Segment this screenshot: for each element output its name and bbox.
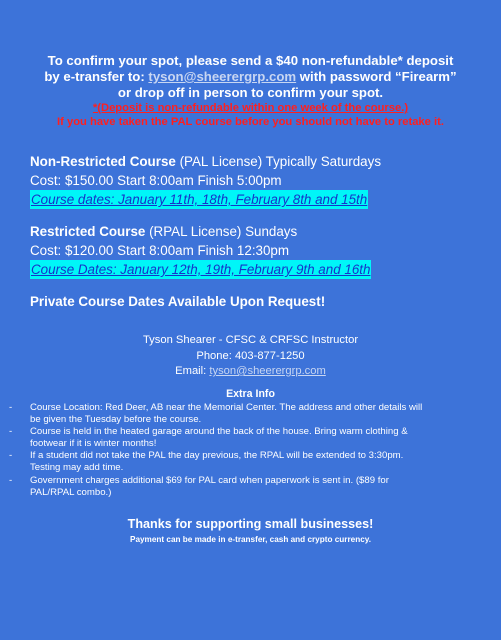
list-item-text [30,426,489,450]
payment-methods: Payment can be made in e-transfer, cash and crypto currency. [129,535,371,544]
list-line: Testing may add time. [30,462,124,474]
list-line: footwear if it is winter months! [30,438,157,450]
instructor-email-row [0,364,501,380]
list-bullet: - [9,474,13,486]
extra-info-list [9,402,489,499]
instructor-name: Tyson Shearer - CFSC & CRFSC Instructor [142,334,359,346]
instructor-email-link[interactable]: tyson@sheerergrp.com [209,365,326,377]
non-restricted-cost: Cost: $150.00 Start 8:00am Finish 5:00pm [30,173,282,188]
list-item [9,426,489,450]
deposit-line-2-suffix: with password “Firearm” [296,69,457,84]
list-item [9,450,489,474]
list-item-text [30,450,489,474]
list-line: Course is held in the heated garage around the back of the house. Bring warm clothing & [30,426,408,438]
email-label: Email: [175,365,210,377]
list-line: PAL/RPAL combo.) [30,486,112,498]
list-item [9,475,489,499]
deposit-line-3: or drop off in person to confirm your spot. [117,85,384,100]
restricted-dates: Course Dates: January 12th, 19th, February 9th and 16th [31,262,371,277]
deposit-line-1: To confirm your spot, please send a $40 non-refundable* deposit [47,53,454,68]
deposit-line-2-prefix: by e-transfer to: [44,69,149,84]
list-item-text [30,402,489,426]
non-restricted-title-bold: Non-Restricted Course [30,154,176,169]
private-course-note: Private Course Dates Available Upon Request! [30,294,326,309]
restricted-cost: Cost: $120.00 Start 8:00am Finish 12:30pm [30,243,290,258]
deposit-instructions [0,53,501,129]
non-restricted-title [30,152,490,171]
deposit-line-2 [0,69,501,85]
list-line: If a student did not take the PAL the day previous, the RPAL will be extended to 3:30pm. [30,450,404,462]
contact-block [0,333,501,380]
restricted-title-bold: Restricted Course [30,224,146,239]
list-line: Course Location: Red Deer, AB near the Memorial Center. The address and other details will [30,402,423,413]
non-restricted-dates-row [30,190,490,209]
restricted-dates-row [30,260,490,279]
restricted-course [30,222,490,279]
list-line: be given the Tuesday before the course. [30,414,202,426]
list-line: Government charges additional $69 for PAL card when paperwork is sent in. ($89 for [30,474,389,486]
list-bullet: - [9,450,13,462]
restricted-title [30,222,490,241]
non-restricted-title-rest: (PAL License) Typically Saturdays [175,154,382,169]
list-bullet: - [9,426,13,438]
list-item [9,402,489,426]
list-bullet: - [9,402,13,413]
extra-info-title: Extra Info [226,388,275,400]
thanks-message: Thanks for supporting small businesses! [127,517,374,531]
restricted-title-rest: (RPAL License) Sundays [145,224,298,239]
non-restricted-course [30,152,490,209]
deposit-email-link[interactable]: tyson@sheerergrp.com [148,69,297,84]
retake-notice: If you have taken the PAL course before you should not have to retake it. [57,116,444,128]
refund-notice: *(Deposit is non-refundable within one week of the course.) [92,102,409,114]
list-item-text [30,475,489,499]
instructor-phone: Phone: 403-877-1250 [196,349,305,362]
non-restricted-dates: Course dates: January 11th, 18th, February 8th and 15th [31,192,368,207]
